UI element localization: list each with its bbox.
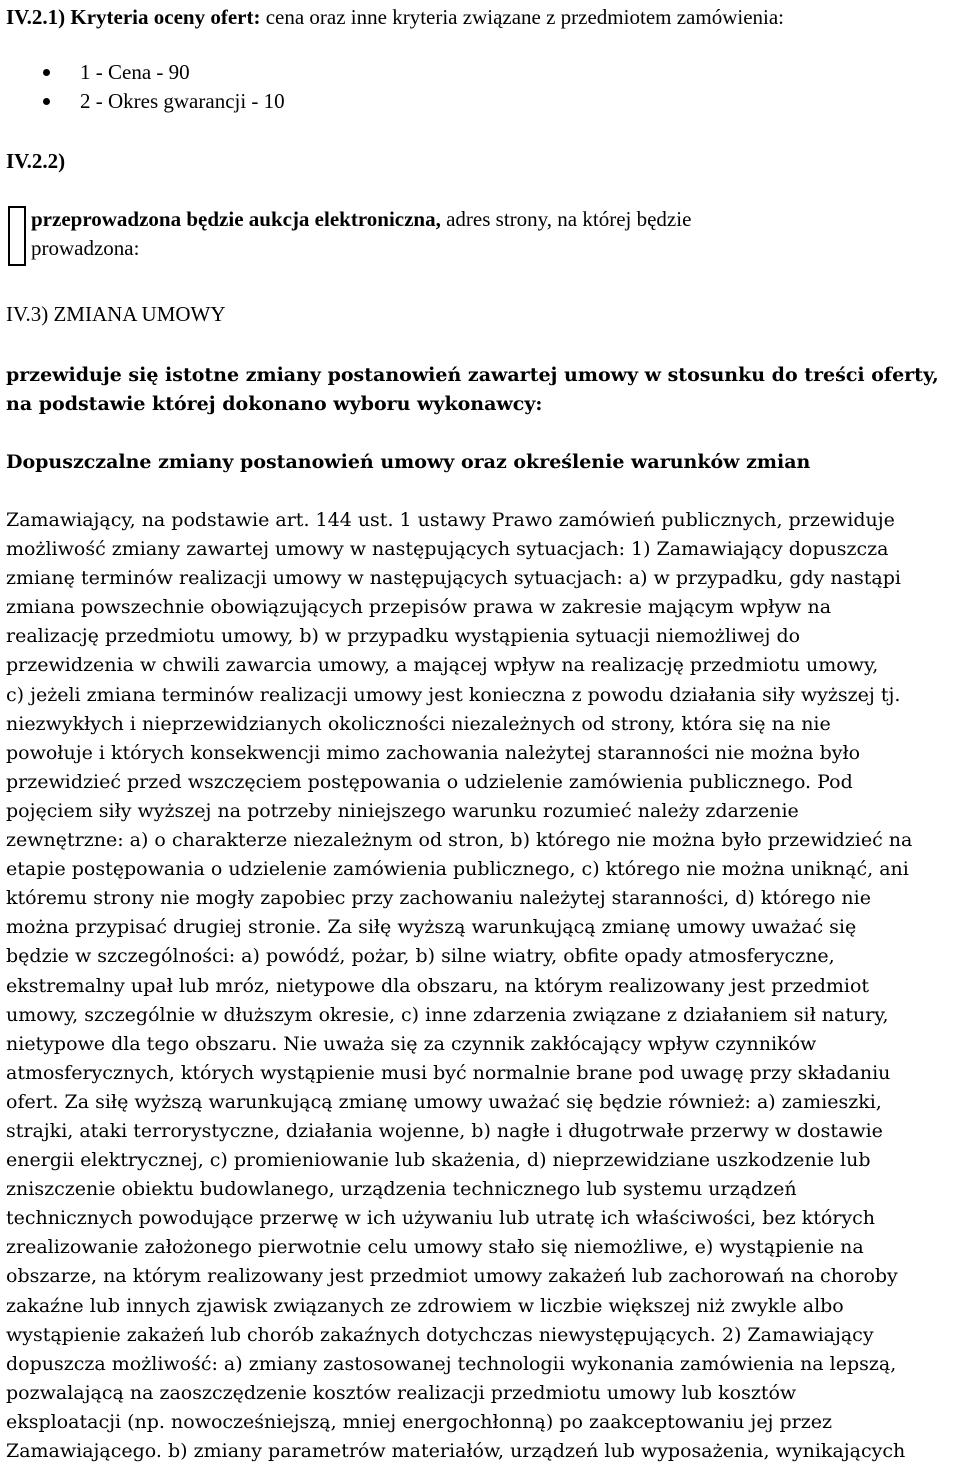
body-line: zmianę terminów realizacji umowy w następujących sytuacjach: a) w przypadku, gdy nastąpi <box>6 567 901 590</box>
body-line: ofert. Za siłę wyższą warunkującą zmianę umowy uważać się będzie również: a) zamieszki, <box>6 1090 882 1113</box>
body-line: c) jeżeli zmiana terminów realizacji umowy jest konieczna z powodu działania siły wyższej tj. <box>6 683 901 706</box>
body-line: przewidzieć przed wszczęciem postępowania o udzielenie zamówienia publicznego. Pod <box>6 770 853 793</box>
body-line: energii elektrycznej, c) promieniowanie lub skażenia, d) nieprzewidziane uszkodzenie lub <box>6 1149 871 1172</box>
criteria-item-text: 1 - Cena - 90 <box>80 60 190 84</box>
auction-line: prowadzona: <box>31 236 140 260</box>
body-line: któremu strony nie mogły zapobiec przy zachowaniu należytej staranności, d) którego nie <box>6 887 871 910</box>
body-line: powołuje i których konsekwencji mimo zachowania należytej staranności nie można było <box>6 741 861 764</box>
body-line: zakaźne lub innych zjawisk związanych ze zdrowiem w liczbie większej niż zwykle albo <box>6 1294 844 1317</box>
body-line: ekstremalny upał lub mróz, nietypowe dla obszaru, na którym realizowany jest przedmiot <box>6 974 870 997</box>
criteria-heading-label: IV.2.1) Kryteria oceny ofert: <box>6 5 261 29</box>
auction-line-rest: adres strony, na której będzie <box>440 207 692 231</box>
body-line: umowy, szczególnie w dłuższym okresie, c) inne zdarzenia związane z działaniem sił natury, <box>6 1003 889 1026</box>
body-line: wystąpienie zakażeń lub chorób zakaźnych dotychczas niewystępujących. 2) Zamawiający <box>6 1323 874 1346</box>
body-line: nietypowe dla tego obszaru. Nie uważa się za czynnik zakłócający wpływ czynników <box>6 1032 817 1055</box>
auction-text <box>31 205 891 263</box>
contract-change-subheading: Dopuszczalne zmiany postanowień umowy oraz określenie warunków zmian <box>6 451 811 473</box>
body-line: zewnętrzne: a) o charakterze niezależnym od stron, b) którego nie można było przewidzieć na <box>6 829 913 852</box>
body-line: będzie w szczególności: a) powódź, pożar, b) silne wiatry, obfite opady atmosferyczne, <box>6 945 835 968</box>
body-line: technicznych powodujące przerwę w ich używaniu lub utratę ich właściwości, bez których <box>6 1207 875 1230</box>
body-line: atmosferycznych, których wystąpienie musi być normalnie brane pod uwagę przy składaniu <box>6 1061 891 1084</box>
body-line: zrealizowanie założonego pierwotnie celu umowy stało się niemożliwe, e) wystąpienie na <box>6 1236 864 1259</box>
criteria-heading <box>6 3 784 32</box>
body-line: obszarze, na którym realizowany jest przedmiot umowy zakażeń lub zachorowań na choroby <box>6 1265 898 1288</box>
intro-line: przewiduje się istotne zmiany postanowień zawartej umowy w stosunku do treści oferty, <box>6 364 939 386</box>
body-line: zniszczenie obiektu budowlanego, urządzenia technicznego lub systemu urządzeń <box>6 1178 797 1201</box>
auction-line-bold: przeprowadzona będzie aukcja elektroniczna, <box>31 207 441 231</box>
criteria-item-text: 2 - Okres gwarancji - 10 <box>80 89 285 113</box>
contract-change-intro <box>6 361 939 419</box>
intro-line: na podstawie której dokonano wyboru wykonawcy: <box>6 393 543 415</box>
contract-change-heading: IV.3) ZMIANA UMOWY <box>6 302 226 326</box>
body-line: dopuszcza możliwość: a) zmiany zastosowanej technologii wykonania zamówienia na lepszą, <box>6 1352 897 1375</box>
auction-checkbox[interactable] <box>8 206 26 266</box>
contract-change-body <box>6 506 956 1466</box>
body-line: Zamawiającego. b) zmiany parametrów materiałów, urządzeń lub wyposażenia, wynikających <box>6 1440 906 1462</box>
body-line: etapie postępowania o udzielenie zamówienia publicznego, c) którego nie można uniknąć, ani <box>6 858 909 881</box>
body-line: można przypisać drugiej stronie. Za siłę wyższą warunkującą zmianę umowy uważać się <box>6 916 857 939</box>
auction-line <box>31 205 891 234</box>
body-line: Zamawiający, na podstawie art. 144 ust. 1 ustawy Prawo zamówień publicznych, przewiduje <box>6 509 895 531</box>
criteria-heading-text: cena oraz inne kryteria związane z przedmiotem zamówienia: <box>260 5 785 29</box>
list-item <box>6 87 285 116</box>
body-line: przewidzenia w chwili zawarcia umowy, a mającej wpływ na realizację przedmiotu umowy, <box>6 654 879 677</box>
body-line: realizację przedmiotu umowy, b) w przypadku wystąpienia sytuacji niemożliwej do <box>6 625 801 648</box>
body-line: pozwalającą na zaoszczędzenie kosztów realizacji przedmiotu umowy lub kosztów <box>6 1381 797 1404</box>
body-line: możliwość zmiany zawartej umowy w następujących sytuacjach: 1) Zamawiający dopuszcza <box>6 538 889 561</box>
list-item <box>6 58 285 87</box>
body-line: zmiana powszechnie obowiązujących przepisów prawa w zakresie mającym wpływ na <box>6 596 832 619</box>
body-line: pojęciem siły wyższej na potrzeby niniejszego warunku rozumieć należy zdarzenie <box>6 799 799 822</box>
bullet-icon <box>43 98 50 105</box>
body-line: strajki, ataki terrorystyczne, działania wojenne, b) nagłe i długotrwałe przerwy w dostawie <box>6 1119 883 1142</box>
body-line: eksploatacji (np. nowocześniejszą, mniej energochłonną) po zaakceptowaniu jej przez <box>6 1410 832 1433</box>
bullet-icon <box>43 69 50 76</box>
criteria-list <box>6 58 285 116</box>
auction-heading: IV.2.2) <box>6 149 66 173</box>
body-line: niezwykłych i nieprzewidzianych okoliczności niezależnych od strony, która się na nie <box>6 712 831 735</box>
